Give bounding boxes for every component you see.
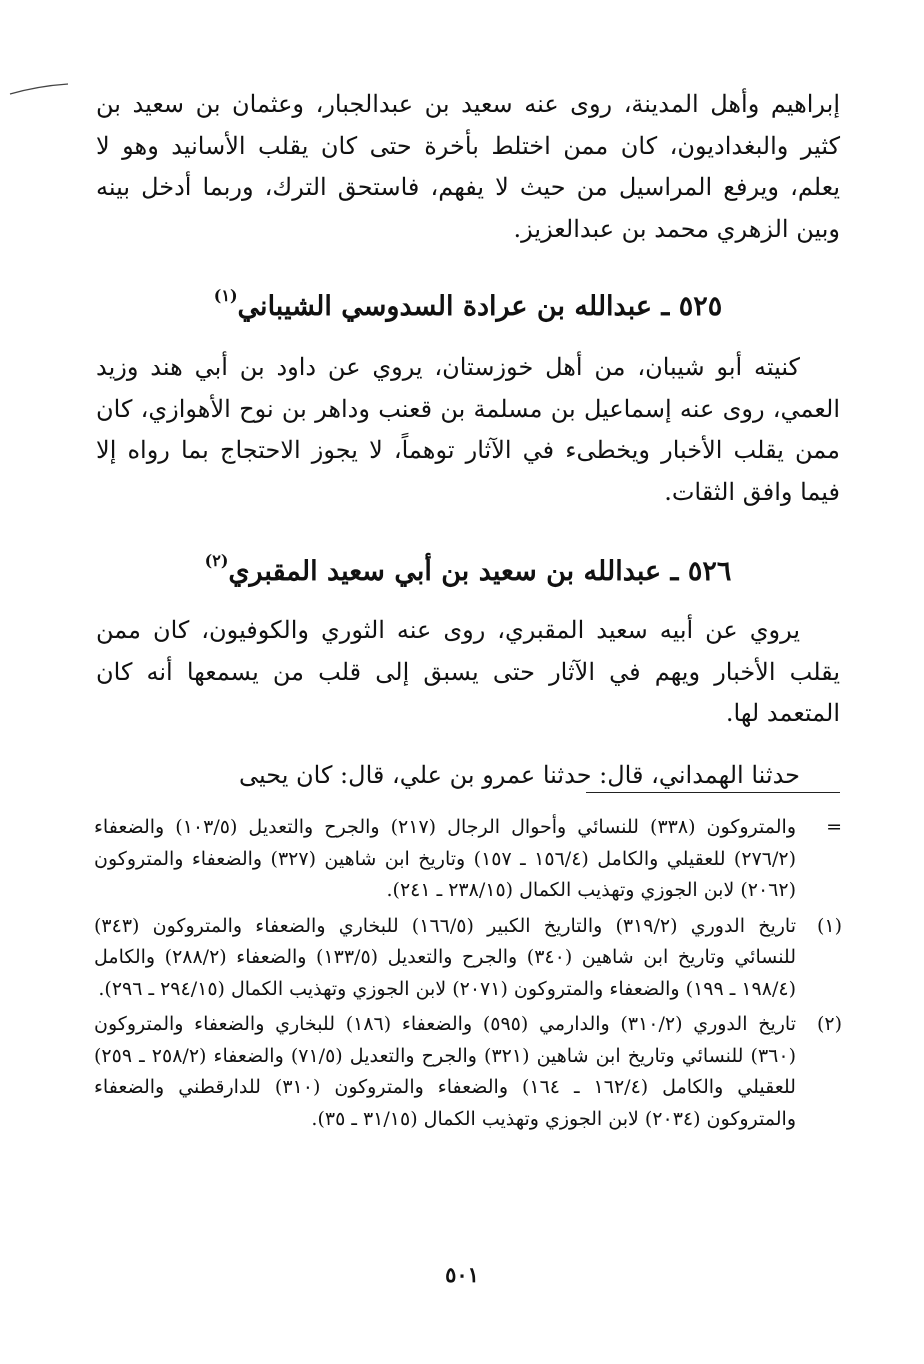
entry-525-paragraph: كنيته أبو شيبان، من أهل خوزستان، يروي عن داود بن أبي هند وزيد العمي، روى عنه إسماعيل بن مسلمة بن قعنب وداهر بن نوح الأهوازي، كان ممن يقلب الأخبار ويخطىء في الآثار توهماً، لا يجوز الاحتجاج بما رواه إلا فيما وافق الثقات.	[96, 353, 840, 506]
footnotes	[94, 812, 842, 1139]
intro-paragraph: إبراهيم وأهل المدينة، روى عنه سعيد بن عبدالجبار، وعثمان بن سعيد بن كثير والبغداديون، كان ممن اختلط بأخرة حتى كان يقلب الأسانيد وهو لا يعلم، ويرفع المراسيل من حيث لا يفهم، فاستحق الترك، وربما أدخل بينه وبين الزهري محمد بن عبدالعزيز.	[96, 90, 840, 243]
scan-edge-mark	[8, 82, 70, 96]
footnote-text: والمتروكون (٣٣٨) للنسائي وأحوال الرجال (٢١٧) والجرح والتعديل (١٠٣/٥) والضعفاء (٢٧٦/٢) للعقيلي والكامل (١٥٦/٤ ـ ١٥٧) وتاريخ ابن شاهين (٣٢٧) والضعفاء والمتروكون (٢٠٦٢) لابن الجوزي وتهذيب الكمال (٢٣٨/١٥ ـ ٢٤١).	[94, 816, 797, 901]
entry-526-heading	[96, 545, 840, 592]
footnote-marker: =	[826, 816, 842, 838]
footnote-ref-2[interactable]: (٢)	[204, 551, 229, 570]
footnote-1	[94, 911, 842, 1006]
footnote-text: تاريخ الدوري (٣١٩/٢) والتاريخ الكبير (١٦٦/٥) للبخاري والضعفاء والمتروكون (٣٤٣) للنسائي وتاريخ ابن شاهين (٣٤٠) والجرح والتعديل (١٣٣/٥) والضعفاء (٢٨٨/٢) والكامل (١٩٨/٤ ـ ١٩٩) والضعفاء والمتروكون (٢٠٧١) لابن الجوزي وتهذيب الكمال (٢٩٤/١٥ ـ ٢٩٦).	[94, 914, 797, 1000]
entry-526-paragraph: يروي عن أبيه سعيد المقبري، روى عنه الثوري والكوفيون، كان ممن يقلب الأخبار ويهم في الآثار حتى يسبق إلى قلب من يسمعها أنه كان المتعمد لها.	[96, 616, 840, 727]
page-number: ٥٠١	[445, 1262, 479, 1287]
entry-525-heading	[96, 280, 840, 327]
footnote-marker: (٢)	[816, 1013, 842, 1035]
footnote-ref-1[interactable]: (١)	[213, 286, 238, 305]
footnote-continued	[94, 812, 842, 907]
main-text	[96, 84, 840, 796]
entry-525-title: ٥٢٥ ـ عبدالله بن عرادة السدوسي الشيباني	[237, 291, 723, 322]
entry-526-paragraph-2: حدثنا الهمداني، قال: حدثنا عمرو بن علي، قال: كان يحيى	[239, 760, 800, 789]
footnote-separator	[586, 792, 840, 793]
footnote-text: تاريخ الدوري (٣١٠/٢) والدارمي (٥٩٥) والضعفاء (١٨٦) للبخاري والضعفاء والمتروكون (٣٦٠) للنسائي وتاريخ ابن شاهين (٣٢١) والجرح والتعديل (٧١/٥) والضعفاء (٢٥٨/٢ ـ ٢٥٩) للعقيلي والكامل (١٦٢/٤ ـ ١٦٤) والضعفاء والمتروكون (٣١٠) للدارقطني والضعفاء والمتروكون (٢٠٣٤) لابن الجوزي وتهذيب الكمال (٣١/١٥ ـ ٣٥).	[94, 1013, 797, 1130]
footnote-2	[94, 1009, 842, 1135]
entry-526-title: ٥٢٦ ـ عبدالله بن سعيد بن أبي سعيد المقبري	[228, 556, 732, 587]
footnote-marker: (١)	[816, 914, 842, 937]
